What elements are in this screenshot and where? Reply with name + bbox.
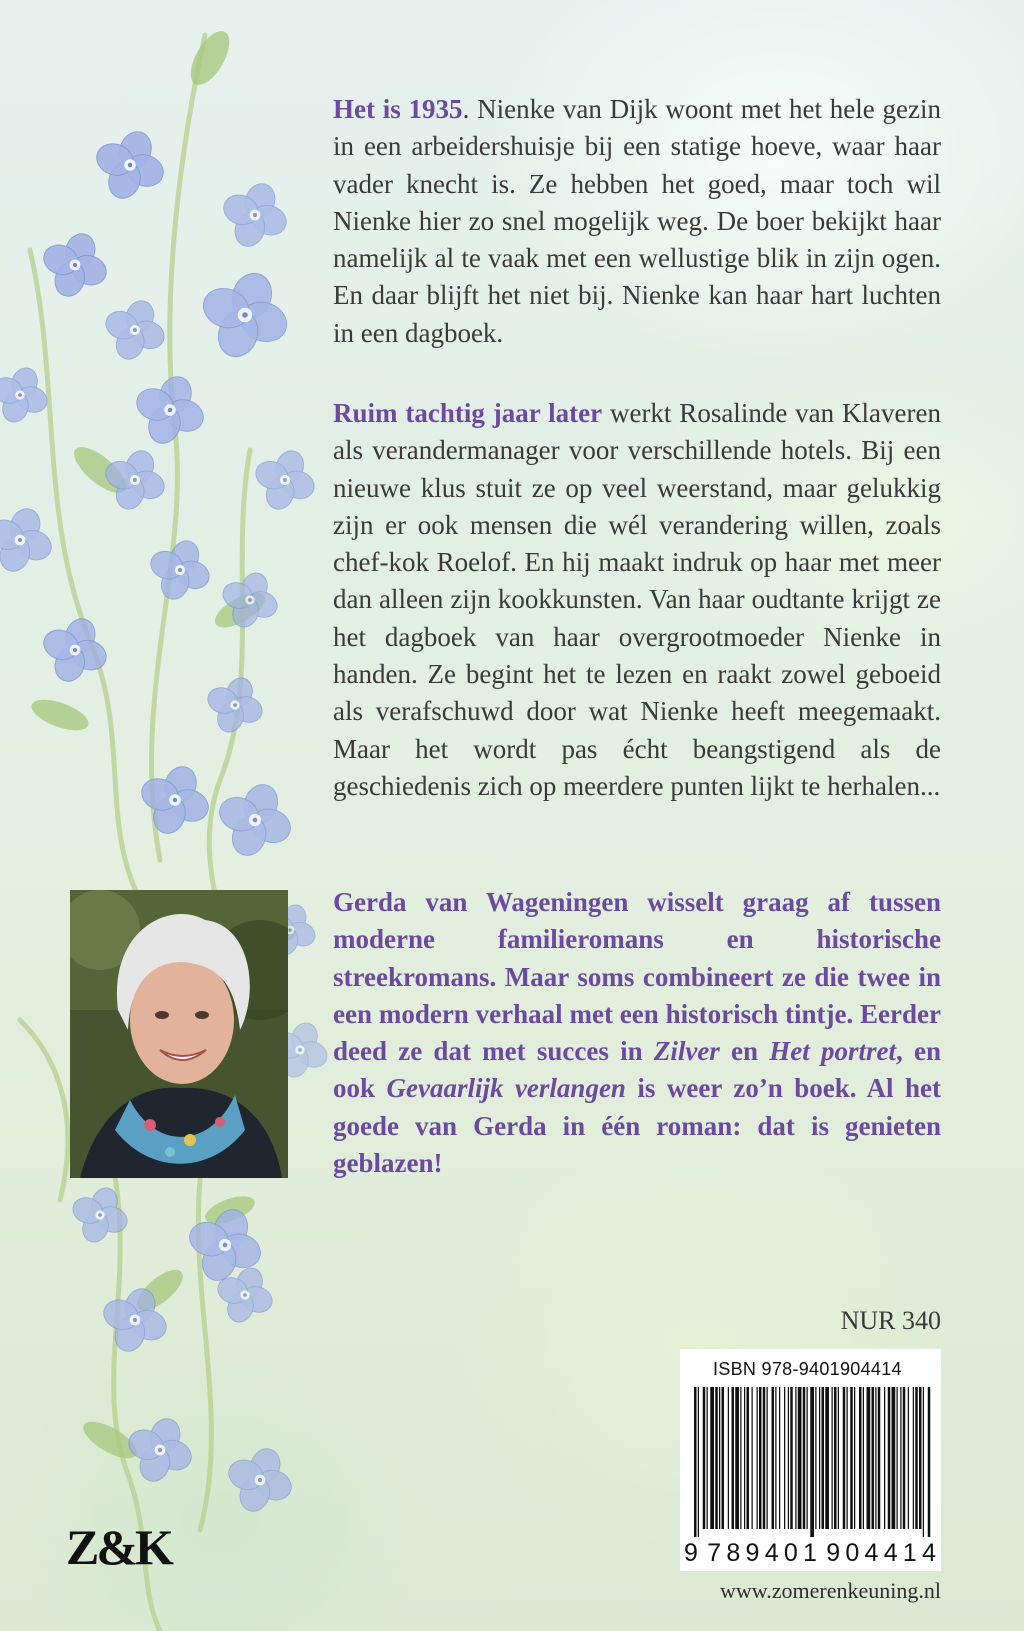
barcode-bar	[710, 1387, 714, 1529]
author-name: Gerda van Wageningen	[333, 887, 629, 917]
barcode-bar	[884, 1387, 885, 1529]
barcode-bar	[919, 1387, 922, 1529]
speedwell-flower	[198, 268, 292, 362]
barcode-bar	[694, 1387, 697, 1537]
barcode-bar	[788, 1387, 789, 1529]
barcode-bar	[740, 1387, 741, 1529]
ean-digit: 0	[783, 1539, 798, 1567]
barcode-bar	[825, 1387, 829, 1529]
author-bio-text-3: , en ook	[333, 1036, 942, 1104]
blurb-text-2: werkt Rosalinde van Klaveren als verandermanager voor verschillende hotels. Bij een nieuwe klus stuit ze op veel weerstand, maar gelukkig zijn er ook mensen die wél verandering willen, zoals chef-kok Roelof. En hij maakt indruk op haar met meer dan alleen zijn kookkunsten. Van haar oudtante krijgt ze het dagboek van haar overgrootmoeder Nienke in handen. Ze begint het te lezen en raakt zowel geboeid als verafschuwd door wat Nienke heeft meegemaakt. Maar het wordt pas écht beangstigend als de geschiedenis zich op meerdere punten lijkt te herhalen...	[333, 398, 941, 801]
speedwell-flower	[0, 364, 51, 425]
barcode-bar	[728, 1387, 729, 1529]
barcode-bar	[915, 1387, 918, 1529]
barcode-bar	[867, 1387, 871, 1529]
book-title-het-portret: Het portret	[769, 1036, 897, 1067]
publisher-website: www.zomerenkeuning.nl	[720, 1578, 941, 1603]
blurb-lead-1: Het is 1935	[333, 94, 463, 124]
ean-digit: 4	[764, 1539, 779, 1567]
barcode-bar	[807, 1387, 808, 1529]
nur-code: NUR 340	[840, 1306, 941, 1335]
barcode-bar	[767, 1387, 768, 1529]
author-bio-text-1: wisselt graag af tussen moderne familieromans en historische streekromans. Maar soms combineert ze die twee in een modern verhaal met een historisch tintje. Eerder deed ze dat met succes in	[333, 887, 941, 1067]
speedwell-flower	[137, 762, 212, 837]
barcode-bar	[763, 1387, 766, 1529]
ean-digit: 9	[745, 1539, 760, 1567]
barcode-bar	[832, 1387, 833, 1529]
ean-digit: 4	[922, 1539, 936, 1567]
barcode-bar	[803, 1387, 806, 1529]
barcode-bar	[775, 1387, 776, 1529]
barcode-bar	[703, 1387, 706, 1529]
blurb-paragraph-1	[333, 91, 941, 352]
author-photo	[70, 890, 288, 1178]
ean-digit: 8	[726, 1539, 741, 1567]
leaf	[183, 25, 237, 91]
barcode-bar	[798, 1387, 802, 1529]
barcode-bar	[863, 1387, 864, 1529]
barcode-bar	[784, 1387, 785, 1529]
barcode-bar	[810, 1387, 814, 1537]
ean-digits	[684, 1539, 936, 1568]
barcode-bar	[903, 1387, 906, 1529]
ean-digit: 4	[864, 1539, 879, 1567]
speedwell-flower	[204, 674, 265, 735]
speedwell-flower	[0, 505, 55, 576]
author-bio-text-2: en	[719, 1036, 770, 1067]
speedwell-flower	[40, 230, 111, 301]
isbn-label: ISBN 978-9401904414	[713, 1359, 902, 1379]
barcode-bar	[875, 1387, 876, 1529]
ean-digit: 9	[826, 1539, 841, 1567]
barcode-bar	[719, 1387, 720, 1529]
barcode-bar	[923, 1387, 924, 1537]
barcode-bar	[732, 1387, 735, 1529]
speedwell-flower	[147, 537, 213, 603]
blurb-paragraph-2	[333, 395, 941, 805]
barcode-bar	[843, 1387, 846, 1529]
blurb-lead-2: Ruim tachtig jaar later	[333, 398, 603, 428]
barcode-bar	[822, 1387, 825, 1529]
ean-digit: 4	[883, 1539, 898, 1567]
barcode-bar	[735, 1387, 739, 1529]
barcode-bar	[698, 1387, 699, 1537]
blurb-text-1: . Nienke van Dijk woont met het hele gezin in een arbeidershuisje bij een statige hoeve, waar haar vader knecht is. Ze hebben het goed, maar toch wil Nienke hier zo snel mogelijk weg. De boer bekijkt haar namelijk al te vaak met een wellustige blik in zijn ogen. En daar blijft het niet bij. Nienke kan haar hart luchten in een dagboek.	[333, 94, 941, 348]
book-title-zilver: Zilver	[653, 1036, 720, 1067]
barcode-bar	[722, 1387, 725, 1529]
flower-stem	[20, 1020, 68, 1200]
barcode	[680, 1349, 941, 1571]
barcode-bar	[772, 1387, 775, 1529]
speedwell-flower	[132, 372, 207, 447]
barcode-bar	[872, 1387, 875, 1529]
speedwell-flower	[102, 447, 168, 513]
barcode-bar	[744, 1387, 745, 1529]
speedwell-flower	[92, 127, 167, 202]
barcode-bar	[908, 1387, 909, 1529]
barcode-bar	[752, 1387, 753, 1529]
flower-stem	[151, 35, 205, 860]
barcode-bar	[878, 1387, 881, 1529]
ean-digit: 0	[845, 1539, 860, 1567]
barcode-bar	[838, 1387, 839, 1529]
barcode-bar	[707, 1387, 708, 1529]
author-bio-text-4: is weer zo’n boek. Al het goede van Gerda in één roman: dat is genieten geblazen!	[333, 1073, 941, 1179]
speedwell-flower	[225, 1445, 296, 1516]
speedwell-flower	[215, 780, 295, 860]
barcode-bar	[854, 1387, 855, 1529]
barcode-bar	[779, 1387, 780, 1529]
barcode-bar	[892, 1387, 896, 1529]
author-bio	[333, 884, 941, 1182]
barcode-bar	[759, 1387, 762, 1529]
barcode-bar	[715, 1387, 718, 1529]
ean-digit: 7	[707, 1539, 722, 1567]
barcode-bar	[859, 1387, 862, 1529]
ean-digit: 9	[684, 1539, 698, 1567]
barcode-bar	[847, 1387, 848, 1529]
barcode-bar	[819, 1387, 820, 1529]
publisher-logo: Z&K	[66, 1519, 171, 1575]
ean-digit: 1	[902, 1539, 917, 1567]
barcode-bar	[790, 1387, 793, 1529]
barcode-bar	[850, 1387, 853, 1529]
barcode-bar	[795, 1387, 796, 1529]
barcode-bar	[757, 1387, 758, 1529]
speedwell-flower	[252, 447, 318, 513]
leaf	[28, 693, 93, 736]
barcode-bar	[897, 1387, 898, 1529]
speedwell-flower	[220, 180, 291, 251]
barcode-bar	[888, 1387, 891, 1529]
barcode-bar	[913, 1387, 914, 1529]
barcode-bar	[834, 1387, 837, 1529]
speedwell-flower	[102, 297, 168, 363]
barcode-bar	[900, 1387, 901, 1529]
barcode-bar	[815, 1387, 816, 1529]
speedwell-flower	[125, 1415, 196, 1486]
ean-digit: 1	[803, 1539, 817, 1567]
barcode-bars	[686, 1387, 936, 1537]
book-title-gevaarlijk-verlangen: Gevaarlijk verlangen	[386, 1073, 626, 1104]
barcode-bar	[928, 1387, 931, 1537]
barcode-bar	[747, 1387, 750, 1529]
